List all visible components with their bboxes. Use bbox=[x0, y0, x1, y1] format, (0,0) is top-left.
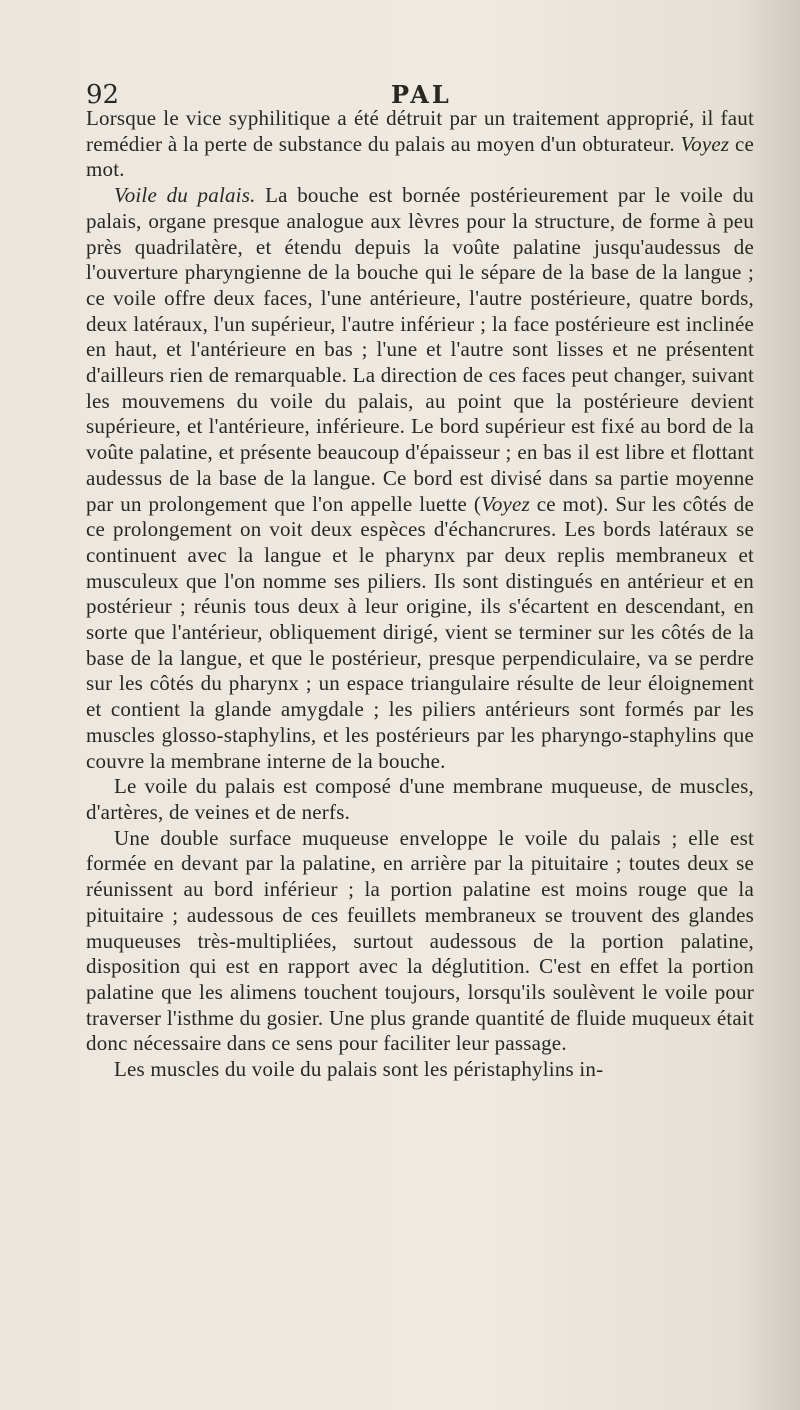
section-lead-voile-du-palais: Voile du palais. bbox=[114, 183, 256, 208]
paragraph-1-text-b: ce mot. bbox=[86, 131, 754, 182]
paragraph-5: Les muscles du voile du palais sont les péristaphylins in- bbox=[114, 1057, 604, 1082]
voyez-reference: Voyez bbox=[481, 491, 530, 516]
paragraph-2-text-b: ce mot). Sur les côtés de ce prolongement on voit deux espèces d'échancrures. Les bords latéraux se continuent avec la langue et le pharynx par deux replis membraneux et musculeux que l'on nomme ses piliers. Ils sont distingués en antérieur et en postérieur ; réunis tous deux à leur origine, ils s'écartent en descendant, en sorte que l'antérieur, obliquement dirigé, vient se terminer sur les côtés de la base de la langue, et que le postérieur, presque perpendiculaire, va se perdre sur les côtés du pharynx ; un espace triangulaire résulte de leur éloignement et contient la glande amygdale ; les piliers antérieurs sont formés par les muscles glosso-staphylins, et les postérieurs par les pharyngo-staphylins que couvre la membrane interne de la bouche. bbox=[86, 491, 754, 773]
paragraph-1-text-a: Lorsque le vice syphilitique a été détruit par un traitement approprié, il faut remédier à la perte de substance du palais au moyen d'un obturateur. bbox=[86, 106, 754, 156]
paragraph-2-text-a: La bouche est bornée postérieurement par le voile du palais, organe presque analogue aux lèvres pour la structure, de forme à peu près quadrilatère, et étendu depuis la voûte palatine jusqu'audessus de l'ouverture pharyngienne de la bouche qui le sépare de la base de la langue ; ce voile offre deux faces, l'une antérieure, l'autre postérieure, quatre bords, deux latéraux, l'un supérieur, l'autre inférieur ; la face postérieure est inclinée en haut, et l'antérieure en bas ; l'une et l'autre sont lisses et ne présentent d'ailleurs rien de remarquable. La direction de ces faces peut changer, suivant les mouvemens du voile du palais, au point que la postérieure devient supérieure, et l'antérieure, inférieure. Le bord supérieur est fixé au bord de la voûte palatine, et présente beaucoup d'épaisseur ; en bas il est libre et flottant audessus de la base de la langue. Ce bord est divisé dans sa partie moyenne par un prolongement que l'on appelle luette ( bbox=[86, 183, 754, 516]
body-text bbox=[86, 106, 754, 1083]
page-number: 92 bbox=[86, 80, 120, 110]
paragraph-3: Le voile du palais est composé d'une membrane muqueuse, de muscles, d'artères, de veines et de nerfs. bbox=[86, 774, 754, 824]
running-head: PAL bbox=[391, 80, 452, 109]
voyez-reference: Voyez bbox=[680, 131, 730, 156]
paragraph-1 bbox=[86, 106, 754, 183]
paragraph-4: Une double surface muqueuse enveloppe le voile du palais ; elle est formée en devant par la palatine, en arrière par la pituitaire ; toutes deux se réunissent au bord inférieur ; la portion palatine est moins rouge que la pituitaire ; audessous de ces feuillets membraneux se trouvent des glandes muqueuses très-multipliées, surtout audessous de la portion palatine, disposition qui est en rapport avec la déglutition. C'est en effet la portion palatine que les alimens touchent toujours, lorsqu'ils soulèvent le voile pour traverser l'isthme du gosier. Une plus grande quantité de fluide muqueux était donc nécessaire dans ce sens pour faciliter leur passage. bbox=[86, 825, 754, 1056]
paragraph-2 bbox=[86, 183, 754, 774]
